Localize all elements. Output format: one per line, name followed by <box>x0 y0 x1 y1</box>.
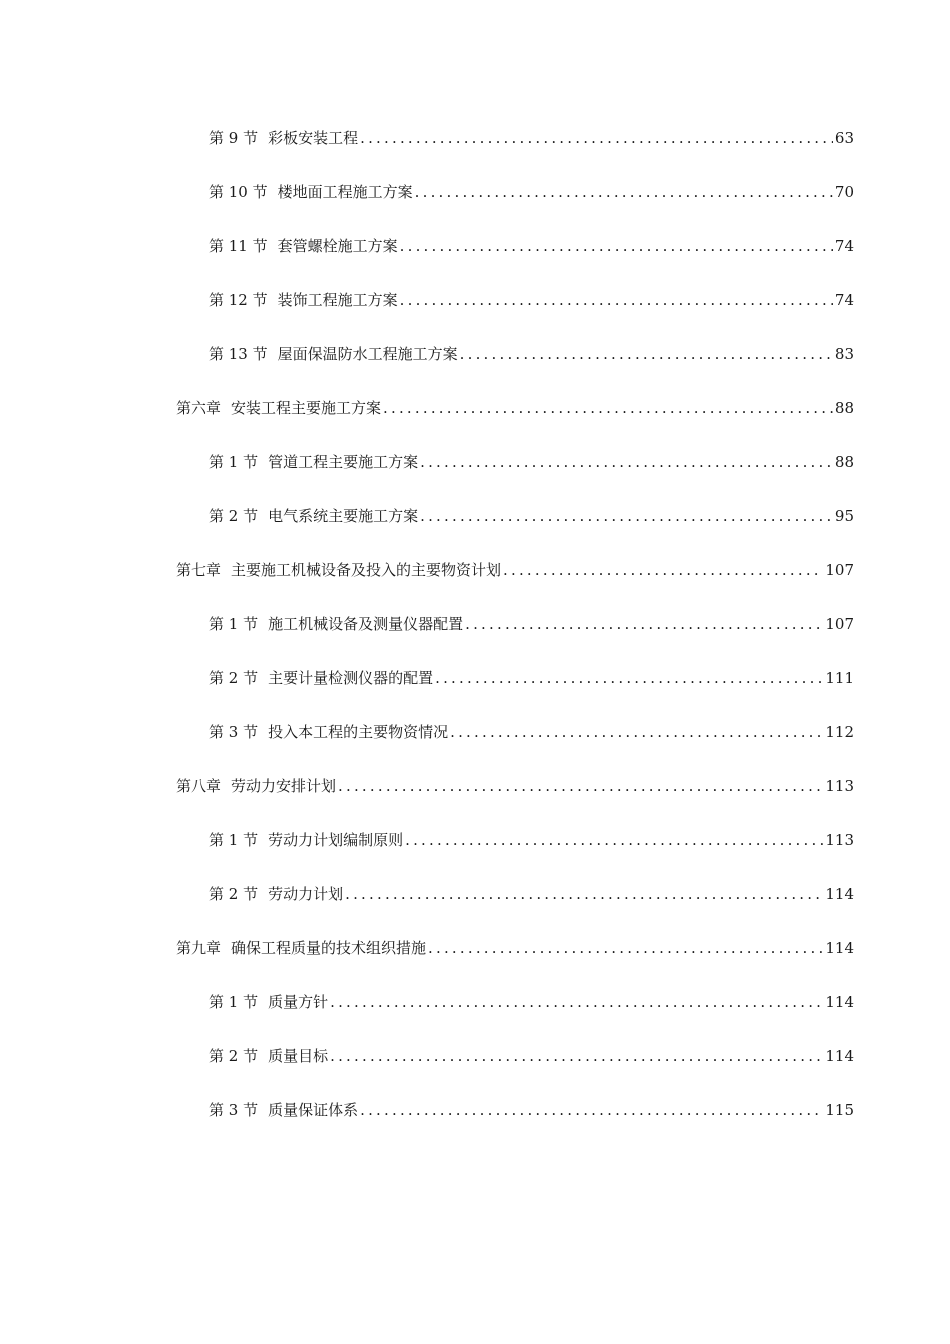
entry-page-number: 114 <box>825 993 854 1011</box>
entry-title: 楼地面工程施工方案 <box>277 183 413 201</box>
entry-title: 主要计量检测仪器的配置 <box>268 669 434 687</box>
entry-page-number: 83 <box>834 345 854 363</box>
entry-number: 第六章 <box>176 399 222 417</box>
entry-number: 第 2 节 <box>209 507 259 525</box>
entry-number: 第八章 <box>176 777 222 795</box>
entry-number: 第 10 节 <box>209 183 268 201</box>
dot-leader <box>360 125 833 151</box>
entry-page-number: 114 <box>825 885 854 903</box>
entry-title: 质量方针 <box>268 993 329 1011</box>
entry-title: 投入本工程的主要物资情况 <box>268 723 449 741</box>
dot-leader <box>405 827 823 853</box>
entry-page-number: 112 <box>825 723 854 741</box>
entry-title: 管道工程主要施工方案 <box>268 453 419 471</box>
entry-number: 第 9 节 <box>209 129 259 147</box>
dot-leader <box>338 773 823 799</box>
entry-number: 第 1 节 <box>209 831 259 849</box>
dot-leader <box>460 341 833 367</box>
entry-number: 第 2 节 <box>209 1047 259 1065</box>
entry-number: 第 3 节 <box>209 723 259 741</box>
toc-entry-section[interactable] <box>0 611 950 665</box>
entry-page-number: 113 <box>825 777 854 795</box>
entry-title: 电气系统主要施工方案 <box>268 507 419 525</box>
entry-number: 第 1 节 <box>209 615 259 633</box>
entry-number: 第七章 <box>176 561 222 579</box>
entry-title: 主要施工机械设备及投入的主要物资计划 <box>231 561 502 579</box>
entry-page-number: 88 <box>834 399 854 417</box>
dot-leader <box>428 935 823 961</box>
entry-page-number: 114 <box>825 939 854 957</box>
entry-title: 安装工程主要施工方案 <box>231 399 382 417</box>
entry-page-number: 114 <box>825 1047 854 1065</box>
toc-entry-section[interactable] <box>0 881 950 935</box>
entry-page-number: 95 <box>834 507 854 525</box>
toc-entry-section[interactable] <box>0 989 950 1043</box>
dot-leader <box>345 881 823 907</box>
entry-number: 第 3 节 <box>209 1101 259 1119</box>
toc-entry-section[interactable] <box>0 287 950 341</box>
entry-title: 劳动力安排计划 <box>231 777 337 795</box>
dot-leader <box>503 557 823 583</box>
entry-number: 第 11 节 <box>209 237 268 255</box>
entry-title: 劳动力计划 <box>268 885 344 903</box>
entry-title: 装饰工程施工方案 <box>277 291 398 309</box>
dot-leader <box>330 1043 823 1069</box>
toc-entry-section[interactable] <box>0 719 950 773</box>
dot-leader <box>400 287 833 313</box>
dot-leader <box>465 611 823 637</box>
entry-page-number: 115 <box>825 1101 854 1119</box>
entry-title: 彩板安装工程 <box>268 129 359 147</box>
entry-page-number: 74 <box>834 237 854 255</box>
dot-leader <box>420 503 833 529</box>
toc-entry-chapter[interactable] <box>0 395 950 449</box>
entry-number: 第九章 <box>176 939 222 957</box>
entry-number: 第 13 节 <box>209 345 268 363</box>
toc-entry-section[interactable] <box>0 341 950 395</box>
dot-leader <box>415 179 833 205</box>
entry-page-number: 111 <box>825 669 854 687</box>
toc-entry-section[interactable] <box>0 1043 950 1097</box>
toc-entry-section[interactable] <box>0 827 950 881</box>
dot-leader <box>450 719 823 745</box>
toc-entry-section[interactable] <box>0 503 950 557</box>
entry-page-number: 74 <box>834 291 854 309</box>
entry-title: 质量保证体系 <box>268 1101 359 1119</box>
entry-page-number: 107 <box>825 615 854 633</box>
entry-title: 确保工程质量的技术组织措施 <box>231 939 427 957</box>
entry-number: 第 1 节 <box>209 453 259 471</box>
toc-entry-section[interactable] <box>0 125 950 179</box>
toc-entry-section[interactable] <box>0 1097 950 1151</box>
entry-number: 第 2 节 <box>209 885 259 903</box>
entry-page-number: 63 <box>834 129 854 147</box>
dot-leader <box>383 395 833 421</box>
toc-entry-chapter[interactable] <box>0 557 950 611</box>
entry-page-number: 88 <box>834 453 854 471</box>
entry-title: 屋面保温防水工程施工方案 <box>277 345 458 363</box>
toc-entry-section[interactable] <box>0 665 950 719</box>
toc-entry-chapter[interactable] <box>0 935 950 989</box>
entry-number: 第 2 节 <box>209 669 259 687</box>
entry-page-number: 70 <box>834 183 854 201</box>
dot-leader <box>435 665 823 691</box>
entry-title: 套管螺栓施工方案 <box>277 237 398 255</box>
entry-page-number: 107 <box>825 561 854 579</box>
dot-leader <box>400 233 833 259</box>
dot-leader <box>420 449 833 475</box>
table-of-contents <box>0 125 950 1151</box>
entry-number: 第 12 节 <box>209 291 268 309</box>
entry-title: 施工机械设备及测量仪器配置 <box>268 615 464 633</box>
toc-entry-section[interactable] <box>0 233 950 287</box>
entry-title: 劳动力计划编制原则 <box>268 831 404 849</box>
toc-entry-chapter[interactable] <box>0 773 950 827</box>
toc-entry-section[interactable] <box>0 179 950 233</box>
entry-title: 质量目标 <box>268 1047 329 1065</box>
dot-leader <box>360 1097 823 1123</box>
toc-entry-section[interactable] <box>0 449 950 503</box>
dot-leader <box>330 989 823 1015</box>
entry-page-number: 113 <box>825 831 854 849</box>
entry-number: 第 1 节 <box>209 993 259 1011</box>
